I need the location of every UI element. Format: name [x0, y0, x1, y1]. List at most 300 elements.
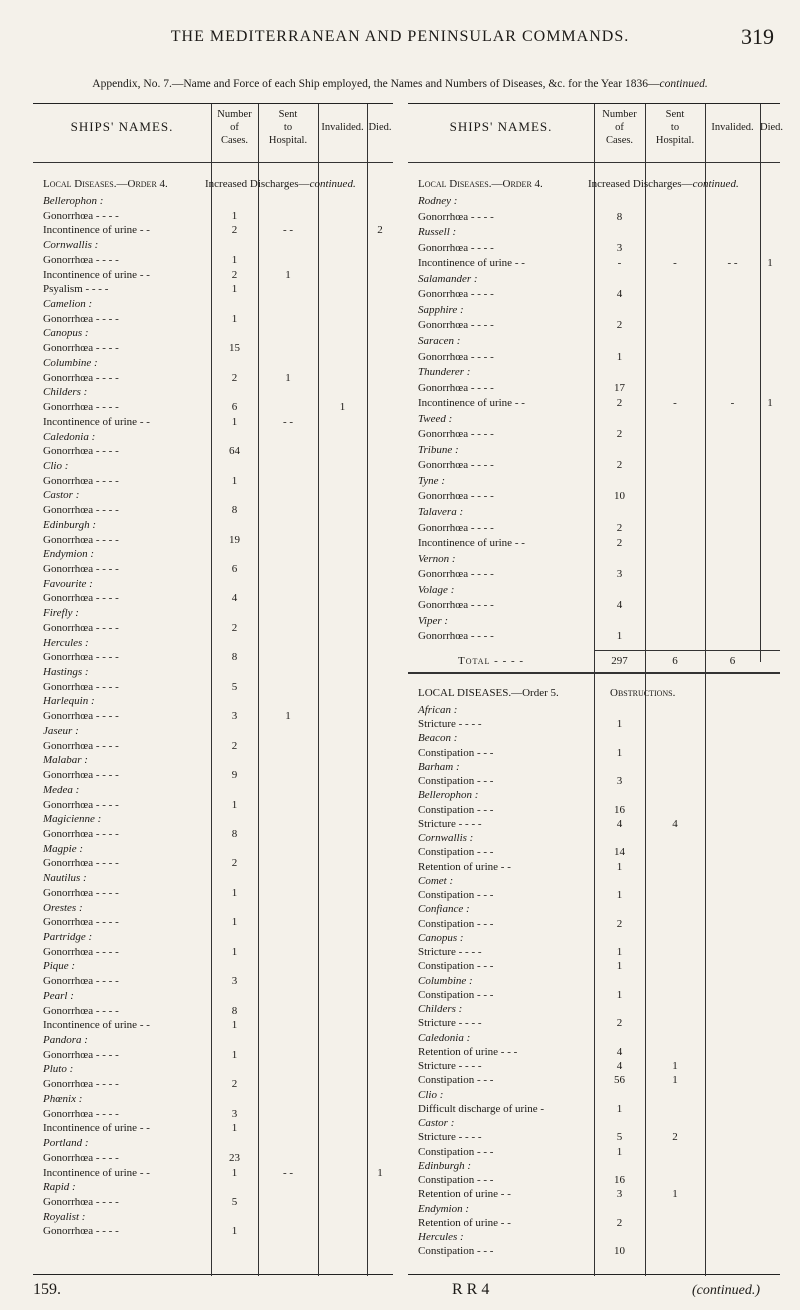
- disease-label: Gonorrhœa - - - -: [43, 945, 119, 958]
- disease-row: [408, 860, 780, 874]
- cases-value: 14: [614, 846, 625, 859]
- cases-value: 8: [231, 504, 238, 517]
- ship-name: Vernon :: [418, 552, 456, 565]
- ship-name: Childers :: [418, 1003, 463, 1016]
- disease-row: [408, 1073, 780, 1087]
- ship-name: Caledonia :: [418, 1031, 471, 1044]
- ship-name: Columbine :: [43, 356, 98, 369]
- cases-value: 1: [231, 1225, 238, 1238]
- header-rule: [33, 162, 393, 163]
- disease-label: Retention of urine - -: [418, 860, 511, 873]
- disease-label: Gonorrhœa - - - -: [43, 1107, 119, 1120]
- ship-name: Tribune :: [418, 443, 459, 456]
- disease-label: Gonorrhœa - - - -: [43, 1225, 119, 1238]
- cases-value: 4: [616, 1045, 623, 1058]
- disease-label: Gonorrhœa - - - -: [43, 401, 119, 414]
- cases-value: 2: [616, 319, 623, 332]
- disease-row: [33, 1077, 393, 1091]
- hospital-value: 1: [672, 1074, 678, 1087]
- footer-page-ref: 159.: [33, 1281, 61, 1298]
- ship-name: Sapphire :: [418, 303, 464, 316]
- hospital-value: 1: [285, 268, 291, 281]
- disease-row: [33, 1048, 393, 1062]
- disease-row: [408, 1187, 780, 1201]
- disease-label: Gonorrhœa - - - -: [43, 680, 119, 693]
- cases-value: 3: [231, 1107, 238, 1120]
- section-order-label: Local Diseases.—Order 4.: [418, 178, 543, 190]
- ship-name-row: [408, 1159, 780, 1173]
- ship-name: Tweed :: [418, 412, 453, 425]
- disease-row: [33, 474, 393, 488]
- disease-label: Gonorrhœa - - - -: [418, 630, 494, 643]
- cases-value: 1: [231, 1048, 238, 1061]
- cases-value: 1: [616, 746, 623, 759]
- cases-value: 23: [229, 1151, 240, 1164]
- ship-name-row: [33, 1062, 393, 1076]
- disease-label: Gonorrhœa - - - -: [43, 533, 119, 546]
- ship-name: Hercules :: [418, 1231, 464, 1244]
- disease-row: [408, 256, 780, 270]
- cases-value: 4: [616, 1060, 623, 1073]
- col-header-word: Sent: [278, 109, 298, 120]
- disease-row: [408, 817, 780, 831]
- caption-continued: continued.: [659, 78, 708, 90]
- total-cases: 297: [611, 654, 628, 667]
- disease-label: Gonorrhœa - - - -: [43, 592, 119, 605]
- col-header-hospital: [645, 108, 705, 147]
- ship-name-row: [408, 505, 780, 519]
- ship-name: Hercules :: [43, 636, 89, 649]
- disease-row: [408, 1016, 780, 1030]
- col-header-died: Died.: [368, 122, 392, 133]
- col-header-ships: SHIPS' NAMES.: [449, 119, 553, 134]
- disease-label: Constipation - - -: [418, 803, 494, 816]
- disease-label: Stricture - - - -: [418, 1131, 482, 1144]
- disease-label: Gonorrhœa - - - -: [418, 428, 494, 441]
- disease-label: Gonorrhœa - - - -: [43, 1078, 119, 1091]
- disease-label: Constipation - - -: [418, 988, 494, 1001]
- cases-value: 8: [231, 651, 238, 664]
- ship-name-row: [408, 1116, 780, 1130]
- cases-value: 19: [229, 533, 240, 546]
- ship-name: Medea :: [43, 783, 80, 796]
- cases-value: 1: [616, 718, 623, 731]
- caption-text: Appendix, No. 7.—Name and Force of each Ship employed, the Names and Numbers of Diseases, &c. for the Year 1836—: [92, 78, 660, 90]
- cases-value: 1: [231, 1166, 238, 1179]
- hospital-value: -: [673, 257, 677, 270]
- ship-name: Castor :: [418, 1117, 455, 1130]
- disease-row: [33, 1121, 393, 1135]
- cases-value: 1: [231, 415, 238, 428]
- ship-name: Cornwallis :: [418, 832, 474, 845]
- cases-value: 2: [616, 537, 623, 550]
- ship-name: Clio :: [43, 459, 69, 472]
- cases-value: 6: [231, 401, 238, 414]
- cases-value: 2: [231, 1078, 238, 1091]
- disease-row: [408, 629, 780, 643]
- disease-label: Incontinence of urine - -: [43, 1019, 150, 1032]
- disease-label: Incontinence of urine - -: [418, 397, 525, 410]
- ship-name-row: [408, 1031, 780, 1045]
- cases-value: 1: [616, 630, 623, 643]
- disease-label: Gonorrhœa - - - -: [43, 563, 119, 575]
- ship-name: Endymion :: [43, 548, 95, 561]
- disease-row: [408, 1145, 780, 1159]
- cases-value: 3: [231, 975, 238, 988]
- disease-row: [33, 680, 393, 694]
- section-class-label: Increased Discharges—continued.: [588, 178, 739, 190]
- disease-row: [408, 536, 780, 550]
- ship-name-row: [33, 1092, 393, 1106]
- disease-row: [408, 1173, 780, 1187]
- cases-value: 3: [616, 775, 623, 788]
- disease-row: [33, 415, 393, 429]
- disease-row: [33, 621, 393, 635]
- cases-value: 2: [231, 371, 238, 384]
- col-header-word: Number: [217, 109, 252, 120]
- cases-value: 64: [229, 445, 240, 458]
- ship-name-row: [408, 583, 780, 597]
- ship-name-row: [408, 552, 780, 566]
- disease-label: Constipation - - -: [418, 889, 494, 902]
- cases-value: 1: [231, 253, 238, 266]
- col-header-ships: SHIPS' NAMES.: [70, 119, 174, 134]
- ship-name: Hastings :: [43, 666, 89, 679]
- hospital-value: 2: [672, 1131, 678, 1144]
- ship-name: Magpie :: [43, 842, 84, 855]
- disease-row: [33, 282, 393, 296]
- disease-label: Gonorrhœa - - - -: [418, 459, 494, 472]
- disease-row: [33, 1107, 393, 1121]
- disease-label: Gonorrhœa - - - -: [43, 651, 119, 664]
- ship-name-row: [33, 430, 393, 444]
- cases-value: 15: [229, 342, 240, 355]
- died-value: 1: [377, 1166, 383, 1179]
- disease-label: Gonorrhœa - - - -: [418, 350, 494, 363]
- disease-label: Incontinence of urine - -: [43, 1166, 150, 1179]
- invalided-value: -: [730, 397, 735, 410]
- ship-name: Nautilus :: [43, 872, 87, 885]
- disease-label: Stricture - - - -: [418, 946, 482, 959]
- disease-label: Gonorrhœa - - - -: [43, 312, 119, 325]
- ship-name: Edinburgh :: [418, 1159, 472, 1172]
- section-continued: continued.: [692, 178, 739, 190]
- ship-name: Jaseur :: [43, 724, 79, 737]
- cases-value: 1: [231, 1122, 238, 1135]
- disease-row: [408, 1102, 780, 1116]
- disease-row: [408, 945, 780, 959]
- col-header-hospital: [258, 108, 318, 147]
- ship-name: Edinburgh :: [43, 518, 97, 531]
- ship-name-row: [408, 731, 780, 745]
- ship-name-row: [33, 547, 393, 561]
- total-hospital: 6: [672, 654, 678, 667]
- disease-row: [33, 400, 393, 414]
- ship-name-row: [33, 930, 393, 944]
- ship-name: Comet :: [418, 874, 454, 887]
- cases-value: 2: [616, 521, 623, 534]
- disease-label: Retention of urine - - -: [418, 1045, 518, 1058]
- ship-name: Talavera :: [418, 506, 464, 518]
- cases-value: 1: [231, 916, 238, 929]
- ship-name-row: [408, 272, 780, 286]
- cases-value: 2: [616, 1017, 623, 1030]
- cases-value: 9: [231, 769, 238, 782]
- cases-value: 16: [614, 803, 625, 816]
- ship-name: Rapid :: [43, 1181, 76, 1194]
- ship-name: Bellerophon :: [43, 195, 104, 207]
- ship-name: Pearl :: [43, 989, 74, 1002]
- ship-name-row: [33, 959, 393, 973]
- cases-value: 1: [231, 209, 238, 222]
- disease-row: [408, 458, 780, 472]
- disease-label: Psyalism - - - -: [43, 283, 109, 296]
- ship-name-row: [408, 303, 780, 317]
- col-header-word: to: [283, 122, 293, 133]
- disease-row: [408, 521, 780, 535]
- disease-label: Gonorrhœa - - - -: [43, 504, 119, 517]
- cases-value: 1: [616, 860, 623, 873]
- disease-row: [408, 917, 780, 931]
- disease-label: Constipation - - -: [418, 1174, 494, 1187]
- disease-row: [408, 1059, 780, 1073]
- ship-name: Barham :: [418, 760, 460, 773]
- col-header-word: Hospital.: [268, 135, 308, 146]
- invalided-value: - -: [727, 257, 738, 270]
- col-header-word: Number: [602, 109, 637, 120]
- section-class-label: Obstructions.: [610, 686, 676, 699]
- disease-label: Gonorrhœa - - - -: [43, 827, 119, 840]
- cases-value: 5: [616, 1131, 623, 1144]
- disease-row: [33, 533, 393, 547]
- cases-value: 2: [616, 1216, 623, 1229]
- disease-label: Constipation - - -: [418, 775, 494, 788]
- disease-label: Gonorrhœa - - - -: [43, 975, 119, 988]
- ship-name-row: [33, 238, 393, 252]
- cases-value: 8: [231, 827, 238, 840]
- ship-name: Columbine :: [418, 974, 473, 987]
- cases-value: 1: [616, 1145, 623, 1158]
- disease-row: [33, 503, 393, 517]
- hospital-value: -: [673, 397, 677, 410]
- col-header-word: Hospital.: [655, 135, 695, 146]
- disease-label: Constipation - - -: [418, 746, 494, 759]
- disease-row: [33, 915, 393, 929]
- ship-name-row: [33, 326, 393, 340]
- disease-row: [408, 489, 780, 503]
- disease-label: Gonorrhœa - - - -: [43, 1048, 119, 1061]
- disease-row: [408, 717, 780, 731]
- left-table: [33, 103, 393, 1275]
- ship-name-row: [33, 1136, 393, 1150]
- disease-row: [408, 381, 780, 395]
- died-value: 2: [377, 224, 383, 237]
- ship-name: Beacon :: [418, 732, 458, 745]
- cases-value: 2: [231, 224, 238, 237]
- disease-row: [408, 803, 780, 817]
- invalided-value: 1: [339, 401, 346, 414]
- col-header-word: to: [670, 122, 680, 133]
- disease-label: Incontinence of urine - -: [43, 224, 150, 237]
- disease-row: [408, 959, 780, 973]
- ship-name-row: [408, 334, 780, 348]
- disease-label: Gonorrhœa - - - -: [43, 342, 119, 355]
- disease-label: Difficult discharge of urine -: [418, 1102, 545, 1115]
- col-header-invalided: Invalided.: [321, 122, 364, 133]
- ship-name-row: [33, 385, 393, 399]
- ship-name-row: [33, 577, 393, 591]
- disease-label: Stricture - - - -: [418, 1060, 482, 1073]
- cases-value: 1: [231, 474, 238, 487]
- section-order-label: Local Diseases.—Order 4.: [43, 178, 168, 190]
- disease-row: [408, 1244, 780, 1258]
- disease-row: [33, 945, 393, 959]
- ship-name-row: [408, 365, 780, 379]
- ship-name: Pluto :: [43, 1063, 74, 1076]
- disease-row: [408, 598, 780, 612]
- ship-name-row: [33, 694, 393, 708]
- cases-value: 3: [231, 710, 238, 723]
- disease-label: Gonorrhœa - - - -: [43, 1004, 119, 1017]
- cases-value: 1: [231, 312, 238, 325]
- ship-name: Firefly :: [43, 607, 79, 620]
- disease-row: [33, 1195, 393, 1209]
- disease-row: [33, 1224, 393, 1238]
- ship-name-row: [408, 474, 780, 488]
- ship-name-row: [33, 518, 393, 532]
- disease-row: [408, 1216, 780, 1230]
- ship-name-row: [408, 614, 780, 628]
- cases-value: 8: [231, 1004, 238, 1017]
- cases-value: 1: [231, 945, 238, 958]
- ship-name-row: [408, 788, 780, 802]
- ship-name: Malabar :: [43, 754, 88, 767]
- hospital-value: 1: [285, 371, 291, 384]
- ship-name: Favourite :: [43, 577, 93, 590]
- cases-value: 1: [616, 1102, 623, 1115]
- cases-value: 1: [616, 960, 623, 973]
- disease-row: [408, 287, 780, 301]
- ship-name-row: [408, 1088, 780, 1102]
- ship-name: Canopus :: [43, 327, 89, 340]
- ship-name-row: [33, 1210, 393, 1224]
- cases-value: 56: [614, 1074, 625, 1087]
- ship-name: African :: [418, 703, 458, 716]
- ship-name: Pique :: [43, 960, 76, 973]
- ship-name: Cornwallis :: [43, 239, 99, 252]
- disease-label: Gonorrhœa - - - -: [43, 769, 119, 782]
- disease-row: [33, 856, 393, 870]
- disease-label: Gonorrhœa - - - -: [418, 521, 494, 534]
- ship-name: Thunderer :: [418, 366, 471, 379]
- ship-name: Confiance :: [418, 903, 470, 916]
- cases-value: 3: [616, 1188, 623, 1201]
- table-caption: [0, 78, 800, 90]
- ship-name: Caledonia :: [43, 430, 96, 443]
- disease-row: [33, 253, 393, 267]
- disease-row: [33, 974, 393, 988]
- disease-row: [408, 845, 780, 859]
- disease-label: Gonorrhœa - - - -: [43, 857, 119, 870]
- hospital-value: 1: [285, 710, 291, 723]
- disease-label: Incontinence of urine - -: [43, 1122, 150, 1135]
- disease-row: [408, 1045, 780, 1059]
- disease-row: [408, 350, 780, 364]
- disease-label: Stricture - - - -: [418, 1017, 482, 1030]
- disease-row: [33, 444, 393, 458]
- disease-row: [33, 223, 393, 237]
- ship-name-row: [33, 665, 393, 679]
- disease-label: Gonorrhœa - - - -: [418, 210, 494, 223]
- cases-value: 2: [616, 397, 623, 410]
- ship-name-row: [33, 871, 393, 885]
- ship-name-row: [408, 443, 780, 457]
- disease-row: [408, 988, 780, 1002]
- cases-value: -: [617, 257, 622, 270]
- ship-name-row: [33, 842, 393, 856]
- col-header-died: Died.: [760, 122, 784, 133]
- ship-name-row: [33, 488, 393, 502]
- total-row: [408, 653, 780, 669]
- disease-label: Gonorrhœa - - - -: [43, 1195, 119, 1208]
- disease-row: [33, 1166, 393, 1180]
- disease-label: Retention of urine - -: [418, 1188, 511, 1201]
- total-rule-top: [594, 650, 780, 651]
- disease-row: [33, 827, 393, 841]
- disease-label: Gonorrhœa - - - -: [43, 621, 119, 634]
- col-header-word: of: [615, 122, 624, 133]
- disease-label: Gonorrhœa - - - -: [43, 209, 119, 222]
- ship-name-row: [408, 831, 780, 845]
- ship-name: Bellerophon :: [418, 789, 479, 802]
- col-header-cases: [594, 108, 645, 147]
- ship-name-row: [408, 902, 780, 916]
- ship-name-row: [33, 194, 393, 208]
- disease-label: Constipation - - -: [418, 846, 494, 859]
- ship-name-row: [408, 412, 780, 426]
- ship-name: Childers :: [43, 386, 88, 399]
- ship-name-row: [408, 974, 780, 988]
- ship-name-row: [33, 753, 393, 767]
- col-header-word: Cases.: [605, 135, 634, 146]
- cases-value: 1: [616, 988, 623, 1001]
- cases-value: 2: [231, 857, 238, 870]
- disease-row: [33, 341, 393, 355]
- section-continued: continued.: [309, 178, 356, 190]
- cases-value: 4: [231, 592, 238, 605]
- ship-name: Phœnix :: [43, 1092, 83, 1105]
- cases-value: 6: [231, 563, 238, 575]
- ship-name: Endymion :: [418, 1202, 470, 1215]
- total-invalided: 6: [729, 654, 736, 667]
- disease-label: Gonorrhœa - - - -: [418, 241, 494, 254]
- cases-value: 1: [616, 350, 623, 363]
- disease-label: Gonorrhœa - - - -: [418, 319, 494, 332]
- ship-name: Royalist :: [43, 1210, 86, 1223]
- cases-value: 3: [616, 241, 623, 254]
- disease-row: [33, 1004, 393, 1018]
- disease-row: [408, 774, 780, 788]
- disease-row: [33, 739, 393, 753]
- ship-name-row: [408, 225, 780, 239]
- disease-label: Constipation - - -: [418, 1145, 494, 1158]
- section-class-label: Increased Discharges—continued.: [205, 178, 356, 190]
- disease-label: Gonorrhœa - - - -: [43, 474, 119, 487]
- disease-row: [33, 650, 393, 664]
- disease-label: Incontinence of urine - -: [43, 415, 150, 428]
- cases-value: 3: [616, 568, 623, 581]
- cases-value: 1: [616, 889, 623, 902]
